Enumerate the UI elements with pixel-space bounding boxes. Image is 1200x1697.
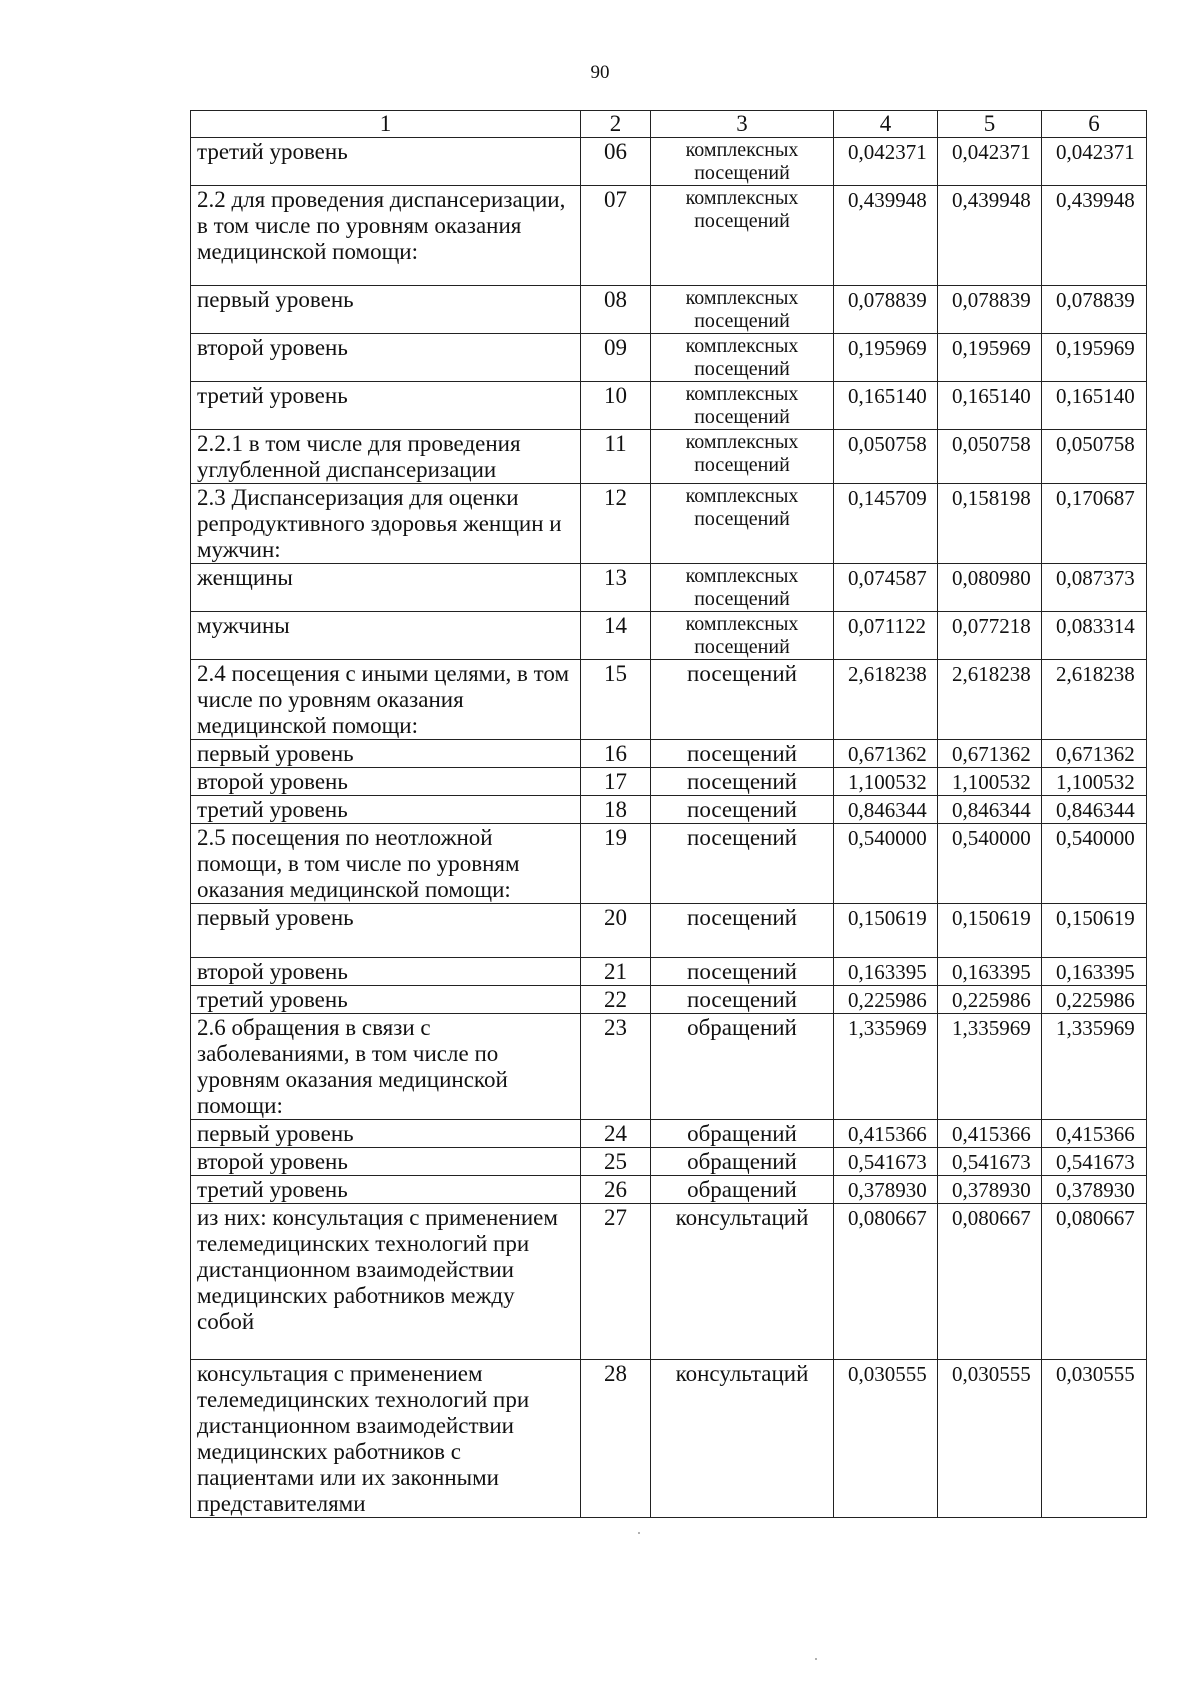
row-code-cell: 07 — [581, 186, 651, 286]
row-value-6-cell: 0,030555 — [1042, 1360, 1147, 1518]
row-value-4-cell: 0,540000 — [834, 824, 938, 904]
table-row — [191, 1204, 1147, 1360]
row-unit-cell: консультаций — [651, 1360, 834, 1518]
row-unit-cell: обращений — [651, 1014, 834, 1120]
row-value-6-cell: 2,618238 — [1042, 660, 1147, 740]
row-value-5-cell: 0,078839 — [938, 286, 1042, 334]
row-code-cell: 25 — [581, 1148, 651, 1176]
row-value-6-cell: 0,195969 — [1042, 334, 1147, 382]
row-code-cell: 09 — [581, 334, 651, 382]
row-code-cell: 11 — [581, 430, 651, 484]
row-code-cell: 27 — [581, 1204, 651, 1360]
row-value-6-cell: 0,415366 — [1042, 1120, 1147, 1148]
table-row — [191, 958, 1147, 986]
row-name-cell: 2.4 посещения с иными целями, в том числе по уровням оказания медицинской помощи: — [191, 660, 581, 740]
row-unit-cell: комплексных посещений — [651, 334, 834, 382]
row-value-6-cell: 0,080667 — [1042, 1204, 1147, 1360]
row-name-cell: 2.6 обращения в связи с заболеваниями, в том числе по уровням оказания медицинской помощи: — [191, 1014, 581, 1120]
table-row — [191, 904, 1147, 958]
row-name-cell: второй уровень — [191, 768, 581, 796]
row-value-6-cell: 0,439948 — [1042, 186, 1147, 286]
table-row — [191, 286, 1147, 334]
table-row — [191, 612, 1147, 660]
table-row — [191, 334, 1147, 382]
row-name-cell: третий уровень — [191, 382, 581, 430]
row-value-5-cell: 0,439948 — [938, 186, 1042, 286]
row-code-cell: 23 — [581, 1014, 651, 1120]
row-value-5-cell: 0,080980 — [938, 564, 1042, 612]
header-cell: 6 — [1042, 111, 1147, 138]
row-value-5-cell: 0,050758 — [938, 430, 1042, 484]
table-row — [191, 986, 1147, 1014]
row-value-5-cell: 0,077218 — [938, 612, 1042, 660]
row-unit-cell: посещений — [651, 986, 834, 1014]
row-unit-cell: посещений — [651, 768, 834, 796]
row-name-cell: женщины — [191, 564, 581, 612]
row-value-5-cell: 0,042371 — [938, 138, 1042, 186]
row-code-cell: 21 — [581, 958, 651, 986]
table-row — [191, 1176, 1147, 1204]
row-value-6-cell: 0,846344 — [1042, 796, 1147, 824]
row-value-4-cell: 0,163395 — [834, 958, 938, 986]
row-code-cell: 17 — [581, 768, 651, 796]
row-value-6-cell: 0,671362 — [1042, 740, 1147, 768]
header-cell: 2 — [581, 111, 651, 138]
row-name-cell: 2.3 Диспансеризация для оценки репродуктивного здоровья женщин и мужчин: — [191, 484, 581, 564]
row-code-cell: 18 — [581, 796, 651, 824]
row-value-4-cell: 0,071122 — [834, 612, 938, 660]
row-code-cell: 19 — [581, 824, 651, 904]
row-value-4-cell: 0,541673 — [834, 1148, 938, 1176]
row-value-5-cell: 0,225986 — [938, 986, 1042, 1014]
row-unit-cell: комплексных посещений — [651, 564, 834, 612]
row-value-5-cell: 0,158198 — [938, 484, 1042, 564]
row-name-cell: третий уровень — [191, 986, 581, 1014]
row-value-4-cell: 0,078839 — [834, 286, 938, 334]
row-value-5-cell: 0,030555 — [938, 1360, 1042, 1518]
table-row — [191, 768, 1147, 796]
row-code-cell: 06 — [581, 138, 651, 186]
row-name-cell: первый уровень — [191, 286, 581, 334]
row-value-5-cell: 0,415366 — [938, 1120, 1042, 1148]
table-row — [191, 1014, 1147, 1120]
scan-speck — [815, 1658, 817, 1660]
row-value-4-cell: 0,050758 — [834, 430, 938, 484]
row-value-6-cell: 1,335969 — [1042, 1014, 1147, 1120]
page-number: 90 — [590, 62, 610, 83]
row-value-6-cell: 0,378930 — [1042, 1176, 1147, 1204]
table-row — [191, 824, 1147, 904]
header-cell: 3 — [651, 111, 834, 138]
row-code-cell: 15 — [581, 660, 651, 740]
row-code-cell: 26 — [581, 1176, 651, 1204]
row-value-5-cell: 0,846344 — [938, 796, 1042, 824]
row-value-5-cell: 0,150619 — [938, 904, 1042, 958]
row-unit-cell: посещений — [651, 904, 834, 958]
table-row — [191, 138, 1147, 186]
row-code-cell: 13 — [581, 564, 651, 612]
row-value-4-cell: 0,671362 — [834, 740, 938, 768]
row-value-6-cell: 0,078839 — [1042, 286, 1147, 334]
row-unit-cell: комплексных посещений — [651, 484, 834, 564]
row-name-cell: 2.5 посещения по неотложной помощи, в том числе по уровням оказания медицинской помощи: — [191, 824, 581, 904]
table-row — [191, 382, 1147, 430]
row-value-4-cell: 0,150619 — [834, 904, 938, 958]
table-row — [191, 430, 1147, 484]
row-value-5-cell: 0,671362 — [938, 740, 1042, 768]
row-value-5-cell: 0,540000 — [938, 824, 1042, 904]
row-value-4-cell: 0,030555 — [834, 1360, 938, 1518]
row-value-5-cell: 0,378930 — [938, 1176, 1042, 1204]
row-value-4-cell: 0,846344 — [834, 796, 938, 824]
table-row — [191, 660, 1147, 740]
row-value-4-cell: 0,225986 — [834, 986, 938, 1014]
row-value-4-cell: 0,080667 — [834, 1204, 938, 1360]
table-row — [191, 1360, 1147, 1518]
table-row — [191, 1148, 1147, 1176]
row-value-5-cell: 0,080667 — [938, 1204, 1042, 1360]
row-value-4-cell: 1,335969 — [834, 1014, 938, 1120]
row-value-6-cell: 0,225986 — [1042, 986, 1147, 1014]
row-value-4-cell: 0,145709 — [834, 484, 938, 564]
row-code-cell: 10 — [581, 382, 651, 430]
row-name-cell: первый уровень — [191, 740, 581, 768]
row-unit-cell: обращений — [651, 1120, 834, 1148]
row-value-5-cell: 2,618238 — [938, 660, 1042, 740]
row-code-cell: 28 — [581, 1360, 651, 1518]
header-cell: 5 — [938, 111, 1042, 138]
row-value-6-cell: 0,540000 — [1042, 824, 1147, 904]
row-value-4-cell: 1,100532 — [834, 768, 938, 796]
row-unit-cell: посещений — [651, 958, 834, 986]
row-value-5-cell: 0,165140 — [938, 382, 1042, 430]
row-name-cell: первый уровень — [191, 1120, 581, 1148]
row-value-4-cell: 2,618238 — [834, 660, 938, 740]
row-value-4-cell: 0,439948 — [834, 186, 938, 286]
row-unit-cell: консультаций — [651, 1204, 834, 1360]
row-name-cell: третий уровень — [191, 796, 581, 824]
scan-speck — [638, 1532, 640, 1534]
table-row — [191, 796, 1147, 824]
row-unit-cell: комплексных посещений — [651, 138, 834, 186]
table-row — [191, 1120, 1147, 1148]
row-value-5-cell: 0,163395 — [938, 958, 1042, 986]
row-unit-cell: посещений — [651, 660, 834, 740]
table-row — [191, 484, 1147, 564]
row-unit-cell: комплексных посещений — [651, 286, 834, 334]
row-unit-cell: комплексных посещений — [651, 382, 834, 430]
row-code-cell: 14 — [581, 612, 651, 660]
row-name-cell: первый уровень — [191, 904, 581, 958]
header-cell: 1 — [191, 111, 581, 138]
row-unit-cell: комплексных посещений — [651, 186, 834, 286]
row-value-6-cell: 0,163395 — [1042, 958, 1147, 986]
row-value-6-cell: 0,165140 — [1042, 382, 1147, 430]
row-value-4-cell: 0,165140 — [834, 382, 938, 430]
row-code-cell: 24 — [581, 1120, 651, 1148]
row-value-4-cell: 0,074587 — [834, 564, 938, 612]
row-unit-cell: комплексных посещений — [651, 612, 834, 660]
row-value-5-cell: 1,100532 — [938, 768, 1042, 796]
row-value-6-cell: 0,083314 — [1042, 612, 1147, 660]
row-code-cell: 12 — [581, 484, 651, 564]
row-name-cell: второй уровень — [191, 334, 581, 382]
row-value-4-cell: 0,042371 — [834, 138, 938, 186]
table-row — [191, 564, 1147, 612]
row-code-cell: 16 — [581, 740, 651, 768]
row-name-cell: второй уровень — [191, 1148, 581, 1176]
row-name-cell: 2.2.1 в том числе для проведения углубленной диспансеризации — [191, 430, 581, 484]
row-code-cell: 22 — [581, 986, 651, 1014]
row-name-cell: третий уровень — [191, 1176, 581, 1204]
row-unit-cell: обращений — [651, 1148, 834, 1176]
row-value-6-cell: 0,042371 — [1042, 138, 1147, 186]
header-cell: 4 — [834, 111, 938, 138]
row-value-5-cell: 1,335969 — [938, 1014, 1042, 1120]
row-value-4-cell: 0,378930 — [834, 1176, 938, 1204]
row-value-4-cell: 0,415366 — [834, 1120, 938, 1148]
row-name-cell: третий уровень — [191, 138, 581, 186]
row-code-cell: 20 — [581, 904, 651, 958]
row-value-5-cell: 0,195969 — [938, 334, 1042, 382]
row-name-cell: из них: консультация с применением телемедицинских технологий при дистанционном взаимодействии медицинских работников между собой — [191, 1204, 581, 1360]
row-value-5-cell: 0,541673 — [938, 1148, 1042, 1176]
row-unit-cell: обращений — [651, 1176, 834, 1204]
row-value-6-cell: 0,150619 — [1042, 904, 1147, 958]
table-header-row — [191, 111, 1147, 138]
row-name-cell: мужчины — [191, 612, 581, 660]
row-unit-cell: комплексных посещений — [651, 430, 834, 484]
row-unit-cell: посещений — [651, 824, 834, 904]
row-name-cell: консультация с применением телемедицинских технологий при дистанционном взаимодействии медицинских работников с пациентами или их законными представителями — [191, 1360, 581, 1518]
indicator-table — [190, 110, 1147, 1518]
table-row — [191, 740, 1147, 768]
row-name-cell: 2.2 для проведения диспансеризации, в том числе по уровням оказания медицинской помощи: — [191, 186, 581, 286]
row-value-6-cell: 0,541673 — [1042, 1148, 1147, 1176]
row-value-6-cell: 0,050758 — [1042, 430, 1147, 484]
row-value-6-cell: 1,100532 — [1042, 768, 1147, 796]
row-value-6-cell: 0,087373 — [1042, 564, 1147, 612]
row-unit-cell: посещений — [651, 740, 834, 768]
row-name-cell: второй уровень — [191, 958, 581, 986]
row-value-6-cell: 0,170687 — [1042, 484, 1147, 564]
row-unit-cell: посещений — [651, 796, 834, 824]
table-row — [191, 186, 1147, 286]
row-code-cell: 08 — [581, 286, 651, 334]
row-value-4-cell: 0,195969 — [834, 334, 938, 382]
